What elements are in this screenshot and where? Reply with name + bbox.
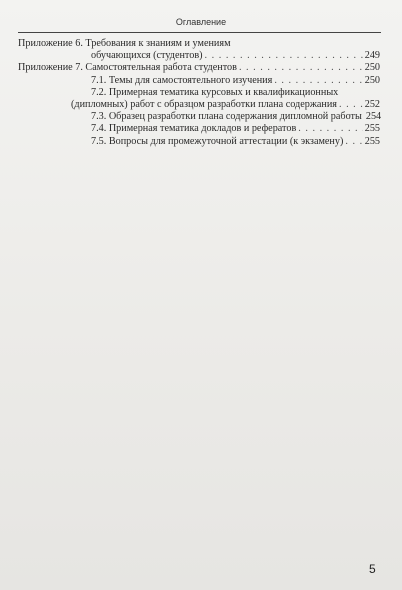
toc-entry-appendix-7[interactable]: [18, 62, 380, 74]
toc-entry-page: 252: [364, 99, 380, 111]
header-divider: [18, 32, 381, 33]
toc-entry-title: 7.4. Примерная тематика докладов и рефератов: [91, 123, 297, 135]
toc-entry-page: 255: [364, 135, 380, 147]
toc-entry-page: 254: [365, 111, 382, 123]
leader-dots: [205, 50, 363, 62]
page-number: 5: [369, 562, 376, 576]
toc-entry-page: 250: [364, 74, 380, 86]
toc-entry-7-4[interactable]: [18, 123, 380, 135]
running-header: Оглавление: [175, 17, 227, 27]
toc-entry-title: 7.2. Примерная тематика курсовых и квалификационных: [91, 86, 339, 98]
toc-entry-page: 249: [364, 50, 380, 62]
leader-dots: [274, 75, 362, 87]
toc-entry-7-1[interactable]: [18, 75, 380, 87]
leader-dots: [345, 136, 362, 148]
toc-entry-title: Приложение 6. Требования к знаниям и умениям: [18, 38, 231, 49]
toc-entry-appendix-6[interactable]: [18, 38, 380, 62]
leader-dots: [298, 123, 362, 135]
leader-dots: [339, 99, 363, 111]
toc-entry-title-continued: (дипломных) работ с образцом разработки плана содержания: [71, 99, 337, 111]
toc-entry-7-5[interactable]: [18, 136, 380, 148]
toc-entry-page: 250: [364, 62, 380, 74]
toc-entry-title-continued: обучающихся (студентов): [91, 50, 203, 62]
toc-entry-title: 7.5. Вопросы для промежуточной аттестации (к экзамену): [91, 135, 344, 147]
toc-entry-title: 7.1. Темы для самостоятельного изучения: [91, 74, 273, 86]
toc-entry-title: 7.3. Образец разработки плана содержания дипломной работы: [91, 111, 362, 123]
toc-entry-title: Приложение 7. Самостоятельная работа студентов: [18, 62, 237, 74]
toc-entry-7-2[interactable]: [18, 87, 380, 111]
leader-dots: [239, 62, 363, 74]
toc-entry-7-3[interactable]: [18, 111, 380, 123]
toc-entry-page: 255: [364, 123, 380, 135]
table-of-contents: [18, 38, 380, 148]
